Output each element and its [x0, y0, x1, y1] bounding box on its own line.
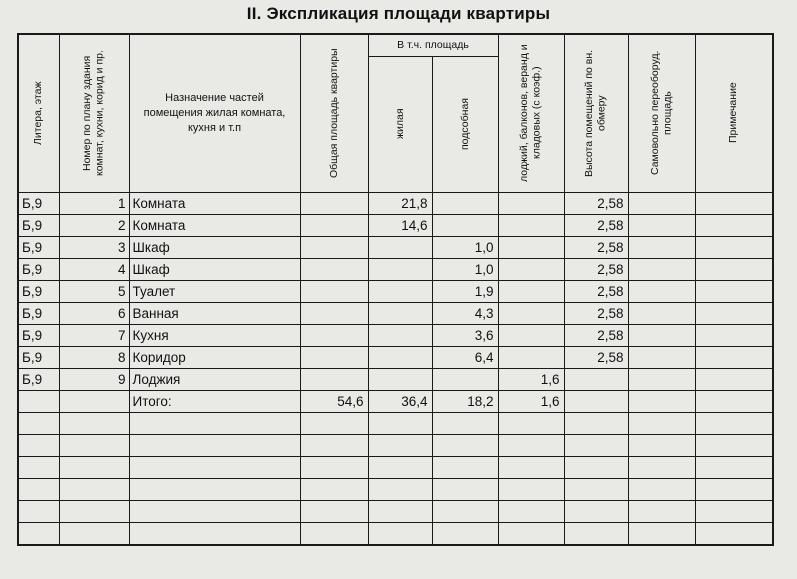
table-header	[18, 34, 773, 192]
empty-row	[18, 522, 773, 545]
header-height: Высота помещений по вн. обмеру	[564, 34, 628, 192]
header-purpose: Назначение частей помещения жилая комната, кухня и т.п	[129, 34, 300, 192]
empty-row	[18, 500, 773, 522]
header-note: Примечание	[695, 34, 773, 192]
explication-sheet	[17, 33, 774, 546]
header-incl-group: В т.ч. площадь	[368, 34, 498, 56]
table-row: Б,9 4 Шкаф 1,0 2,58	[18, 258, 773, 280]
header-auxiliary: подсобная	[432, 56, 498, 192]
explication-table	[17, 33, 774, 546]
table-row: Б,9 2 Комната 14,6 2,58	[18, 214, 773, 236]
total-row: Итого: 54,6 36,4 18,2 1,6	[18, 390, 773, 412]
table-body	[18, 192, 773, 545]
header-number: Номер по плану здания комнат, кухни, корид и пр.	[59, 34, 129, 192]
empty-row	[18, 412, 773, 434]
empty-row	[18, 478, 773, 500]
table-row: Б,9 7 Кухня 3,6 2,58	[18, 324, 773, 346]
header-litera: Литера, этаж	[18, 34, 59, 192]
table-row: Б,9 3 Шкаф 1,0 2,58	[18, 236, 773, 258]
page-title: II. Экспликация площади квартиры	[246, 4, 551, 23]
table-row: Б,9 8 Коридор 6,4 2,58	[18, 346, 773, 368]
empty-row	[18, 434, 773, 456]
table-row: Б,9 1 Комната 21,8 2,58	[18, 192, 773, 214]
table-row: Б,9 5 Туалет 1,9 2,58	[18, 280, 773, 302]
header-unauthorized: Самовольно переоборуд. площадь	[628, 34, 695, 192]
table-row: Б,9 6 Ванная 4,3 2,58	[18, 302, 773, 324]
header-total-area: Общая площадь квартиры	[300, 34, 368, 192]
table-row: Б,9 9 Лоджия 1,6	[18, 368, 773, 390]
header-loggias: лоджий, балконов, веранд и кладовых (с коэф.)	[498, 34, 564, 192]
header-living: жилая	[368, 56, 432, 192]
empty-row	[18, 456, 773, 478]
